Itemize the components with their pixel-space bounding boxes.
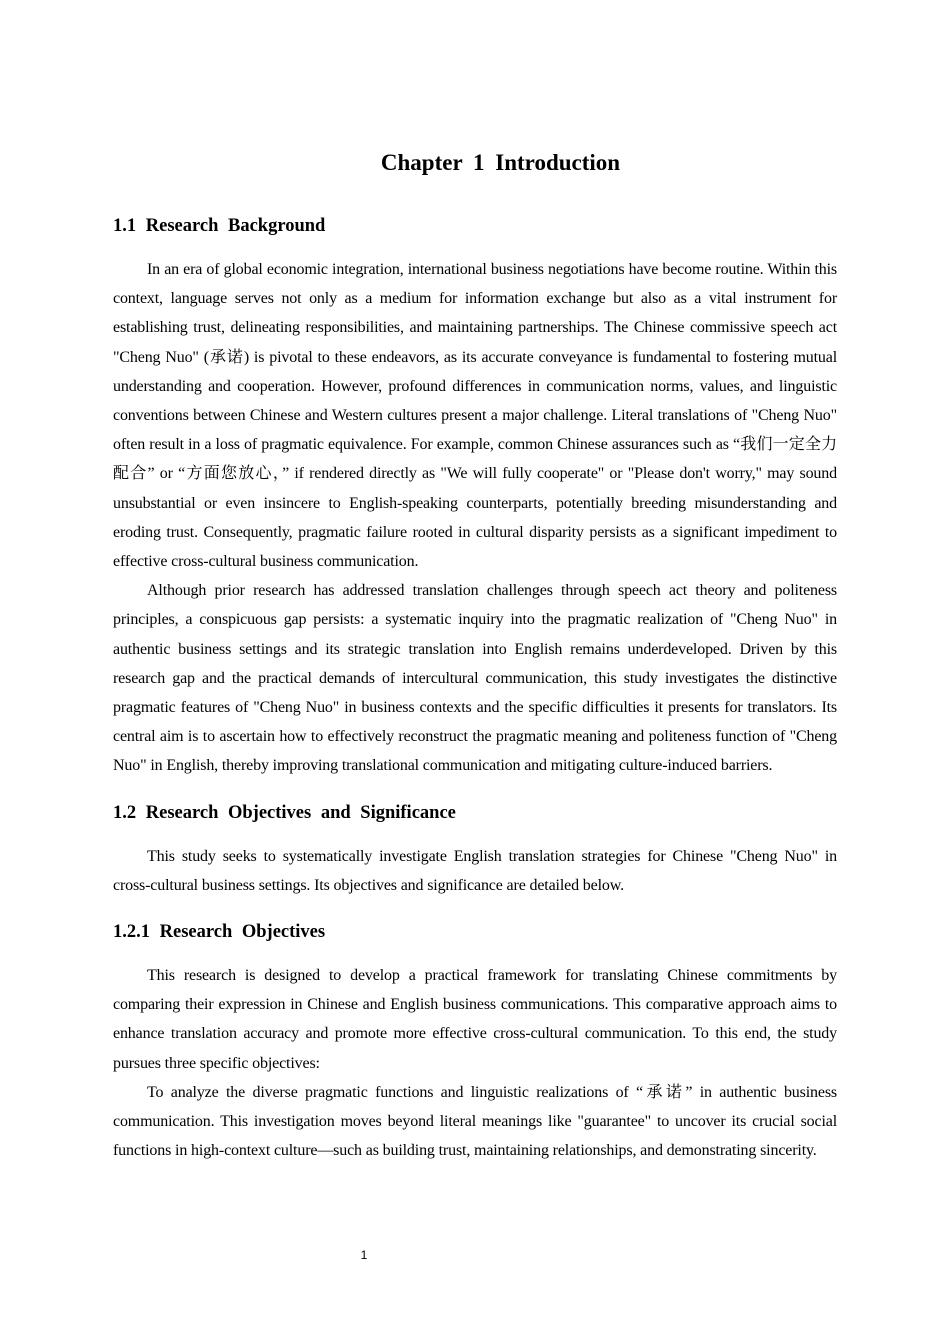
paragraph: In an era of global economic integration, international business negotiations have become routine. Within this context, language serves not only as a medium for information exchange but also as a vital instrument for establishing trust, delineating responsibilities, and maintaining partnerships. The Chinese commissive speech act "Cheng Nuo" (承诺) is pivotal to these endeavors, as its accurate conveyance is fundamental to fostering mutual understanding and cooperation. However, profound differences in communication norms, values, and linguistic conventions between Chinese and Western cultures present a major challenge. Literal translations of "Cheng Nuo" often result in a loss of pragmatic equivalence. For example, common Chinese assurances such as “我们一定全力配合” or “方面您放心，” if rendered directly as "We will fully cooperate" or "Please don't worry," may sound unsubstantial or even insincere to English-speaking counterparts, potentially breeding misunderstanding and eroding trust. Consequently, pragmatic failure rooted in cultural disparity persists as a significant impediment to effective cross-cultural business communication. [113, 261, 837, 571]
page-content [113, 212, 837, 1165]
page-number: 1 [360, 1248, 368, 1262]
paragraph: Although prior research has addressed translation challenges through speech act theory and politeness principles, a conspicuous gap persists: a systematic inquiry into the pragmatic realization of "Cheng Nuo" in authentic business settings and its strategic translation into English remains underdeveloped. Driven by this research gap and the practical demands of intercultural communication, this study investigates the distinctive pragmatic features of "Cheng Nuo" in business contexts and the specific difficulties it presents for translators. Its central aim is to ascertain how to effectively reconstruct the pragmatic meaning and politeness function of "Cheng Nuo" in English, thereby improving translational communication and mitigating culture-induced barriers. [113, 582, 837, 775]
section-heading-1-1: 1.1 Research Background [113, 216, 326, 236]
chapter-title: Chapter 1 Introduction [380, 150, 621, 175]
paragraph: This research is designed to develop a practical framework for translating Chinese commitments by comparing their expression in Chinese and English business communications. This comparative approach aims to enhance translation accuracy and promote more effective cross-cultural communication. To this end, the study pursues three specific objectives: [113, 967, 837, 1072]
paragraph: To analyze the diverse pragmatic functions and linguistic realizations of “承诺” in authentic business communication. This investigation moves beyond literal meanings like "guarantee" to uncover its crucial social functions in high-context culture—such as building trust, maintaining relationships, and demonstrating sincerity. [113, 1083, 837, 1160]
paragraph: This study seeks to systematically investigate English translation strategies for Chinese "Cheng Nuo" in cross-cultural business settings. Its objectives and significance are detailed below. [113, 847, 837, 894]
section-heading-1-2: 1.2 Research Objectives and Significance [113, 802, 456, 823]
section-heading-1-2-1: 1.2.1 Research Objectives [113, 922, 326, 943]
